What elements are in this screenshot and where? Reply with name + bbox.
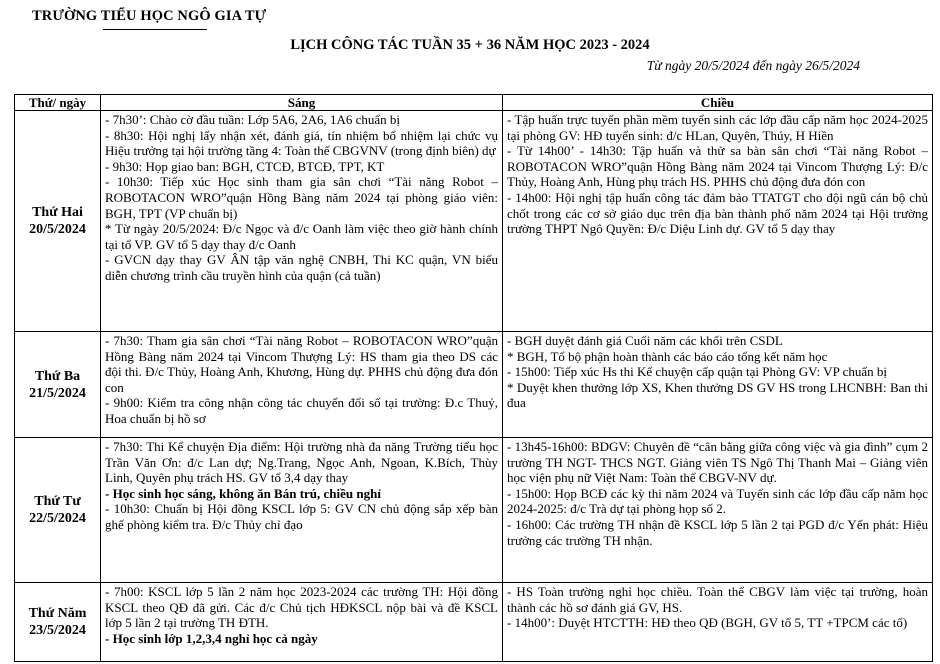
header-afternoon: Chiều	[503, 95, 933, 111]
morning-item: - 8h30: Hội nghị lấy nhận xét, đánh giá, tín nhiệm bổ nhiệm lại chức vụ Hiệu trưởng tại hội trường tầng 4: Toàn thể CBGVNV (trong định biên) dự	[105, 127, 498, 159]
day-cell	[15, 583, 101, 662]
table-header-row	[15, 95, 933, 111]
morning-item: - GVCN dạy thay GV ÂN tập văn nghệ CNBH, Thi KC quận, VN biểu diễn chương trình cầu truyền hình của quận (cả tuần)	[105, 252, 498, 283]
header-morning: Sáng	[101, 95, 503, 111]
table-row	[15, 111, 933, 332]
morning-item: * Từ ngày 20/5/2024: Đ/c Ngọc và đ/c Oanh làm việc theo giờ hành chính tại tổ VP. GV tổ 5 dạy thay đ/c Oanh	[105, 221, 498, 252]
afternoon-item: - 13h45-16h00: BDGV: Chuyên đề “cân bằng giữa công việc và gia đình” cụm 2 trường TH NGT- THCS NGT. Giảng viên TS Ngô Thị Thanh Mai – Giảng viên học viện phụ nữ Việt Nam: Toàn thể CBGV-NV dự.	[507, 439, 928, 486]
day-cell	[15, 438, 101, 583]
day-name: Thứ Tư	[34, 494, 81, 509]
afternoon-item: * BGH, Tổ bộ phận hoàn thành các báo cáo tổng kết năm học	[507, 348, 828, 364]
day-date: 23/5/2024	[29, 623, 86, 638]
morning-item: - 7h30’: Chào cờ đầu tuần: Lớp 5A6, 2A6, 1A6 chuẩn bị	[105, 112, 401, 127]
morning-item: - 7h30: Tham gia sân chơi “Tài năng Robot – ROBOTACON WRO”quận Hồng Bàng năm 2024 tại Vincom Thượng Lý: HS tham gia theo DS các đội thi. Đ/c Thủy, Hoàng Anh, Khương, Hùng dự. PHHS chủ động đưa đón con	[105, 333, 498, 395]
afternoon-item: - 15h00: Họp BCĐ các kỳ thi năm 2024 và Tuyển sinh các lớp đầu cấp năm học 2024-2025: đ/c Trà dự tại phòng họp số 2.	[507, 485, 928, 517]
afternoon-item: - 15h00: Tiếp xúc Hs thi Kể chuyện cấp quận tại Phòng GV: VP chuẩn bị	[507, 364, 887, 380]
school-name-underline	[103, 29, 207, 30]
afternoon-item: * Duyệt khen thưởng lớp XS, Khen thưởng DS GV HS trong LHCNBH: Ban thi đua	[507, 379, 928, 411]
morning-item: - Học sinh học sáng, không ăn Bán trú, chiều nghỉ	[105, 485, 381, 501]
day-date: 20/5/2024	[29, 222, 86, 237]
day-name: Thứ Ba	[34, 368, 81, 384]
afternoon-cell	[503, 583, 933, 662]
schedule-table	[14, 94, 933, 662]
morning-item: - 9h30: Họp giao ban: BGH, CTCĐ, BTCĐ, TPT, KT	[105, 158, 385, 174]
morning-item: - Học sinh lớp 1,2,3,4 nghỉ học cả ngày	[105, 630, 318, 646]
afternoon-item: - BGH duyệt đánh giá Cuối năm các khối trên CSDL	[507, 333, 783, 348]
afternoon-item: - HS Toàn trường nghỉ học chiều. Toàn thể CBGV làm việc tại trường, hoàn thành các hồ sơ đánh giá GV, HS.	[507, 584, 928, 615]
morning-item: - 7h30: Thi Kể chuyện Địa điểm: Hội trường nhà đa năng Trường tiểu học Trần Văn Ơn: đ/c Lan dự; Ng.Trang, Ngọc Anh, Ngoan, K.Bích, Thùy Linh, Quyên phụ trách HS. GV tổ 3,4 dạy thay	[105, 439, 498, 486]
table-row	[15, 438, 933, 583]
table-row	[15, 583, 933, 662]
morning-cell	[101, 111, 503, 332]
afternoon-item: - 14h00’: Duyệt HTCTTH: HĐ theo QĐ (BGH, GV tổ 5, TT +TPCM các tổ)	[507, 615, 908, 631]
afternoon-cell	[503, 438, 933, 583]
afternoon-item: - 14h00: Hội nghị tập huấn công tác đảm bảo TTATGT cho đội ngũ cán bộ chủ chốt trong các cơ sở giáo dục trên địa bàn thành phố năm 2024 tại Hội trường trường THPT Ngô Quyền: Đ/c Diệu Linh dự. GV tổ 5 dạy thay	[507, 189, 928, 237]
morning-cell	[101, 332, 503, 438]
morning-cell	[101, 438, 503, 583]
day-name: Thứ Hai	[32, 205, 83, 220]
afternoon-item: - Tập huấn trực tuyến phần mềm tuyển sinh các lớp đầu cấp năm học 2024-2025 tại phòng GV: HĐ tuyển sinh: đ/c HLan, Quyên, Thúy, H Hiền	[507, 112, 928, 143]
afternoon-item: - Từ 14h00’ - 14h30: Tập huấn và thử sa bàn sân chơi “Tài năng Robot – ROBOTACON WRO”quận Hồng Bàng năm 2024 tại Vincom Thượng Lý: Đ/c Thủy, Hoàng Anh, Hùng phụ trách HS. PHHS chủ động đưa đón con	[507, 143, 928, 190]
header-day: Thứ/ ngày	[15, 95, 101, 111]
day-date: 22/5/2024	[29, 511, 86, 526]
school-name: TRƯỜNG TIỂU HỌC NGÔ GIA TỰ	[32, 8, 267, 24]
schedule-title: LỊCH CÔNG TÁC TUẦN 35 + 36 NĂM HỌC 2023 - 2024	[290, 37, 650, 53]
morning-item: - 10h30: Tiếp xúc Học sinh tham gia sân chơi “Tài năng Robot – ROBOTACON WRO”quận Hồng Bàng năm 2024 tại phòng giáo viên: BGH, TPT (VP chuẩn bị)	[105, 174, 498, 221]
day-cell	[15, 111, 101, 332]
day-cell	[15, 332, 101, 438]
morning-item: - 10h30: Chuẩn bị Hội đồng KSCL lớp 5: GV CN chủ động sắp xếp bàn ghế phòng kiểm tra. Đ/c Thủy chỉ đạo	[105, 501, 498, 532]
morning-cell	[101, 583, 503, 662]
afternoon-cell	[503, 332, 933, 438]
morning-item: - 7h00: KSCL lớp 5 lần 2 năm học 2023-2024 các trường TH: Hội đồng KSCL theo QĐ đã gửi. Các đ/c Chủ tịch HĐKSCL nộp bài và đề KSCL lớp 5 lần 2 tại trường TH ĐTH.	[105, 584, 498, 631]
morning-item: - 9h00: Kiểm tra công nhận công tác chuyển đổi số tại trường: Đ.c Thuỷ, Hoa chuẩn bị hồ sơ	[105, 395, 498, 426]
date-range: Từ ngày 20/5/2024 đến ngày 26/5/2024	[646, 58, 860, 73]
day-name: Thứ Năm	[28, 606, 87, 621]
afternoon-item: - 16h00: Các trường TH nhận đề KSCL lớp 5 lần 2 tại PGD đ/c Yến phát: Hiệu trưởng các trường TH nhận.	[507, 516, 928, 548]
day-date: 21/5/2024	[29, 385, 86, 401]
table-row	[15, 332, 933, 438]
afternoon-cell	[503, 111, 933, 332]
